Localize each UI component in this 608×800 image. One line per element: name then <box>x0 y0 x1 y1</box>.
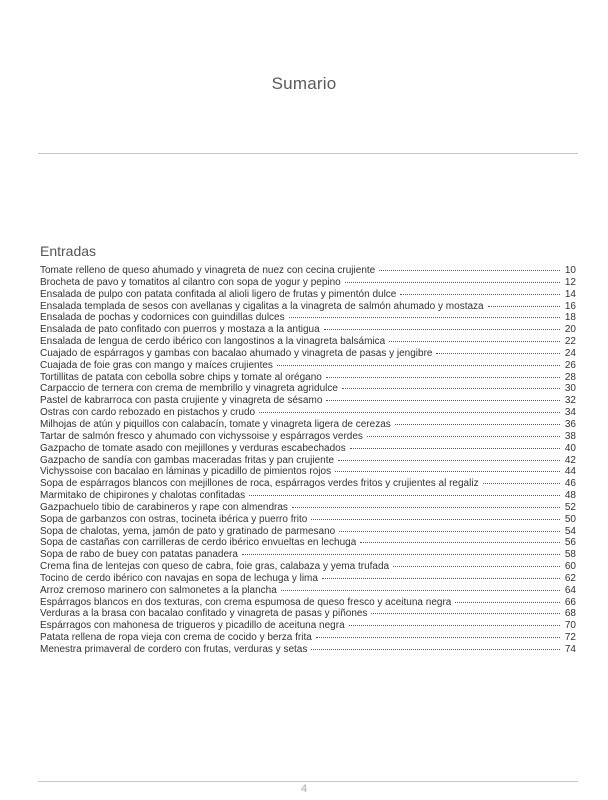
toc-entry <box>40 431 576 443</box>
entry-title: Ensalada de pulpo con patata confitada al alioli ligero de frutas y pimentón dulce <box>40 288 397 300</box>
entry-title: Verduras a la brasa con bacalao confitado y vinagreta de pasas y piñones <box>40 608 368 620</box>
dot-leader <box>395 423 560 425</box>
section-heading: Entradas <box>40 243 97 259</box>
entry-page-number: 42 <box>564 454 576 466</box>
page-title: Sumario <box>271 74 337 93</box>
dot-leader <box>389 340 560 342</box>
entry-title: Gazpacho de tomate asado con mejillones y verduras escabechados <box>40 442 346 454</box>
dot-leader <box>360 541 560 543</box>
dot-leader <box>249 494 560 496</box>
dot-leader <box>326 399 560 401</box>
entry-page-number: 22 <box>564 336 576 348</box>
toc-entry <box>40 490 576 502</box>
dot-leader <box>483 482 560 484</box>
toc-entry <box>40 549 576 561</box>
toc-entry <box>40 466 576 478</box>
entry-title: Sopa de garbanzos con ostras, tocineta ibérica y puerro frito <box>40 513 308 525</box>
entry-page-number: 36 <box>564 418 576 430</box>
page-number: 4 <box>300 783 308 795</box>
entry-title: Tortillitas de patata con cebolla sobre chips y tomate al orégano <box>40 371 322 383</box>
entry-page-number: 58 <box>564 549 576 561</box>
entry-page-number: 12 <box>564 276 576 288</box>
dot-leader <box>277 364 560 366</box>
toc-entry <box>40 265 576 277</box>
toc-entry <box>40 644 576 656</box>
dot-leader <box>379 269 560 271</box>
toc-entry <box>40 301 576 313</box>
toc-entry <box>40 372 576 384</box>
footer-divider <box>38 781 578 782</box>
entry-title: Sopa de espárragos blancos con mejillones de roca, espárragos verdes fritos y crujientes al regaliz <box>40 478 479 490</box>
entry-title: Brocheta de pavo y tomatitos al cilantro con sopa de yogur y pepino <box>40 276 341 288</box>
dot-leader <box>339 530 560 532</box>
dot-leader <box>371 612 560 614</box>
entry-page-number: 52 <box>564 501 576 513</box>
toc-entry <box>40 348 576 360</box>
entry-title: Espárragos con mahonesa de trigueros y picadillo de aceituna negra <box>40 620 345 632</box>
entry-page-number: 66 <box>564 596 576 608</box>
entry-title: Tartar de salmón fresco y ahumado con vichyssoise y espárragos verdes <box>40 430 363 442</box>
entry-title: Ostras con cardo rebozado en pistachos y crudo <box>40 407 256 419</box>
entry-page-number: 72 <box>564 632 576 644</box>
entry-page-number: 60 <box>564 561 576 573</box>
entry-title: Arroz cremoso marinero con salmonetes a la plancha <box>40 584 277 596</box>
entry-title: Espárragos blancos en dos texturas, con crema espumosa de queso fresco y aceituna negra <box>40 596 452 608</box>
entry-page-number: 68 <box>564 608 576 620</box>
entry-page-number: 54 <box>564 525 576 537</box>
entry-title: Ensalada templada de sesos con avellanas y cigalitas a la vinagreta de salmón ahumado y mostaza <box>40 300 484 312</box>
table-of-contents <box>40 265 576 656</box>
dot-leader <box>322 577 560 579</box>
entry-page-number: 40 <box>564 442 576 454</box>
dot-leader <box>349 624 560 626</box>
entry-page-number: 74 <box>564 644 576 655</box>
toc-entry <box>40 383 576 395</box>
dot-leader <box>316 636 560 638</box>
dot-leader <box>335 470 560 472</box>
dot-leader <box>311 518 560 520</box>
entry-title: Gazpachuelo tibio de carabineros y rape con almendras <box>40 501 288 513</box>
entry-page-number: 70 <box>564 620 576 632</box>
entry-title: Carpaccio de ternera con crema de membrillo y vinagreta agridulce <box>40 383 338 395</box>
entry-title: Marmitako de chipirones y chalotas confitadas <box>40 490 246 502</box>
toc-entry <box>40 608 576 620</box>
entry-title: Menestra primaveral de cordero con frutas, verduras y setas <box>40 644 308 655</box>
entry-page-number: 64 <box>564 584 576 596</box>
entry-page-number: 10 <box>564 265 576 276</box>
entry-page-number: 46 <box>564 478 576 490</box>
entry-page-number: 28 <box>564 371 576 383</box>
entry-title: Patata rellena de ropa vieja con crema de cocido y berza frita <box>40 632 312 644</box>
entry-page-number: 62 <box>564 572 576 584</box>
entry-title: Vichyssoise con bacalao en láminas y picadillo de pimientos rojos <box>40 466 332 478</box>
toc-entry <box>40 561 576 573</box>
toc-entry <box>40 502 576 514</box>
entry-title: Sopa de rabo de buey con patatas panadera <box>40 549 238 561</box>
toc-entry <box>40 455 576 467</box>
entry-title: Crema fina de lentejas con queso de cabra, foie gras, calabaza y yema trufada <box>40 561 390 573</box>
entry-title: Ensalada de pato confitado con puerros y mostaza a la antigua <box>40 324 320 336</box>
entry-page-number: 30 <box>564 383 576 395</box>
dot-leader <box>289 316 560 318</box>
toc-entry <box>40 573 576 585</box>
dot-leader <box>488 305 560 307</box>
dot-leader <box>400 293 560 295</box>
entry-page-number: 50 <box>564 513 576 525</box>
header-divider <box>38 153 578 154</box>
toc-entry <box>40 478 576 490</box>
entry-page-number: 14 <box>564 288 576 300</box>
entry-page-number: 56 <box>564 537 576 549</box>
toc-entry <box>40 360 576 372</box>
entry-page-number: 32 <box>564 395 576 407</box>
dot-leader <box>393 565 560 567</box>
entry-title: Milhojas de atún y piquillos con calabacín, tomate y vinagreta ligera de cerezas <box>40 418 391 430</box>
toc-entry <box>40 277 576 289</box>
dot-leader <box>455 601 560 603</box>
entry-title: Ensalada de lengua de cerdo ibérico con langostinos a la vinagreta balsámica <box>40 336 386 348</box>
dot-leader <box>242 553 560 555</box>
entry-page-number: 20 <box>564 324 576 336</box>
entry-title: Tocino de cerdo ibérico con navajas en sopa de lechuga y lima <box>40 572 318 584</box>
dot-leader <box>338 459 560 461</box>
dot-leader <box>324 328 560 330</box>
toc-entry <box>40 407 576 419</box>
dot-leader <box>345 281 560 283</box>
dot-leader <box>367 435 560 437</box>
entry-page-number: 44 <box>564 466 576 478</box>
entry-title: Tomate relleno de queso ahumado y vinagreta de nuez con cecina crujiente <box>40 265 376 276</box>
entry-title: Pastel de kabrarroca con pasta crujiente y vinagreta de sésamo <box>40 395 323 407</box>
entry-title: Cuajado de espárragos y gambas con bacalao ahumado y vinagreta de pasas y jengibre <box>40 347 433 359</box>
dot-leader <box>281 589 560 591</box>
entry-title: Sopa de chalotas, yema, jamón de pato y gratinado de parmesano <box>40 525 336 537</box>
entry-page-number: 26 <box>564 359 576 371</box>
toc-entry <box>40 620 576 632</box>
entry-title: Ensalada de pochas y codornices con guindillas dulces <box>40 312 285 324</box>
entry-page-number: 16 <box>564 300 576 312</box>
entry-page-number: 48 <box>564 490 576 502</box>
entry-page-number: 34 <box>564 407 576 419</box>
toc-entry <box>40 336 576 348</box>
entry-page-number: 18 <box>564 312 576 324</box>
toc-entry <box>40 537 576 549</box>
toc-entry <box>40 514 576 526</box>
entry-title: Gazpacho de sandía con gambas maceradas fritas y pan crujiente <box>40 454 335 466</box>
dot-leader <box>436 352 560 354</box>
toc-entry <box>40 526 576 538</box>
toc-entry <box>40 597 576 609</box>
entry-page-number: 38 <box>564 430 576 442</box>
dot-leader <box>342 387 560 389</box>
dot-leader <box>326 376 560 378</box>
toc-entry <box>40 395 576 407</box>
toc-entry <box>40 289 576 301</box>
toc-entry <box>40 632 576 644</box>
entry-page-number: 24 <box>564 347 576 359</box>
toc-entry <box>40 312 576 324</box>
dot-leader <box>350 447 560 449</box>
toc-entry <box>40 419 576 431</box>
dot-leader <box>311 648 560 650</box>
entry-title: Cuajada de foie gras con mango y maíces crujientes <box>40 359 273 371</box>
toc-entry <box>40 443 576 455</box>
toc-entry <box>40 324 576 336</box>
entry-title: Sopa de castañas con carrilleras de cerdo ibérico envueltas en lechuga <box>40 537 357 549</box>
toc-entry <box>40 585 576 597</box>
dot-leader <box>292 506 560 508</box>
dot-leader <box>259 411 560 413</box>
